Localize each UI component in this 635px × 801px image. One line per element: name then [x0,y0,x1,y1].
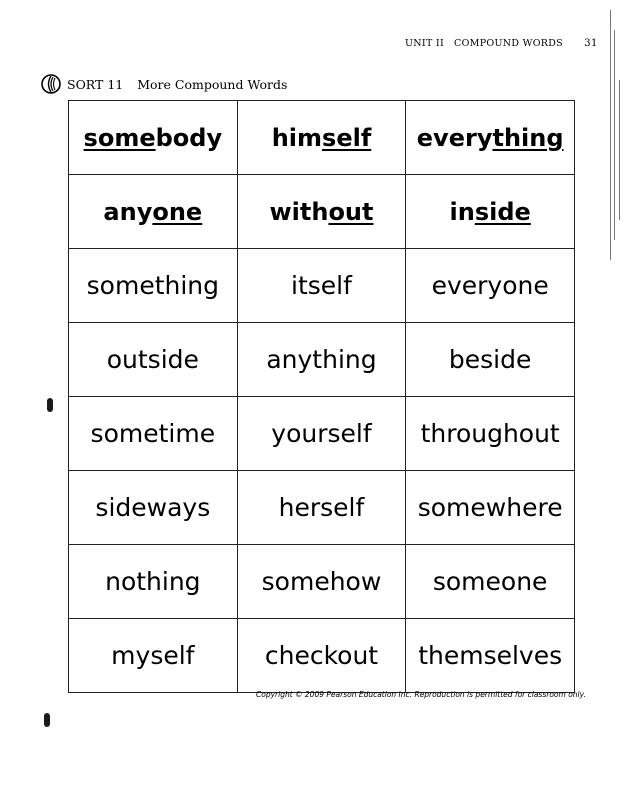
scan-edge-line [614,30,615,240]
table-row [69,545,575,619]
page-number: 31 [584,38,598,49]
scan-hole-mark [47,398,53,412]
word-card: itself [237,249,406,323]
section-label: COMPOUND WORDS [454,38,563,49]
word-card: beside [406,323,575,397]
word-card: sideways [69,471,238,545]
word-card: something [69,249,238,323]
scan-edge-line [619,80,620,220]
copyright-notice: Copyright © 2009 Pearson Education Inc. Reproduction is permitted for classroom only. [256,690,586,699]
word-card: themselves [406,619,575,693]
word-card: without [237,175,406,249]
table-row [69,249,575,323]
word-card: himself [237,101,406,175]
sort-heading: More Compound Words [137,76,288,92]
table-row [69,323,575,397]
spiral-icon [40,73,62,95]
table-row [69,175,575,249]
word-card: anything [237,323,406,397]
word-card: someone [406,545,575,619]
word-card: anyone [69,175,238,249]
word-card: myself [69,619,238,693]
scan-edge-line [610,10,611,260]
page-header [405,38,598,49]
table-row [69,397,575,471]
word-card: nothing [69,545,238,619]
word-card: somehow [237,545,406,619]
unit-label: UNIT II [405,38,445,49]
word-card: herself [237,471,406,545]
word-card: inside [406,175,575,249]
word-card: yourself [237,397,406,471]
word-card: outside [69,323,238,397]
table-row [69,619,575,693]
word-card: everything [406,101,575,175]
word-card: sometime [69,397,238,471]
word-card: everyone [406,249,575,323]
word-card: checkout [237,619,406,693]
word-sort-grid [68,100,575,693]
table-row [69,471,575,545]
word-card: somewhere [406,471,575,545]
scan-hole-mark [44,713,50,727]
table-row [69,101,575,175]
sort-label: SORT 11 [67,76,124,92]
word-card: somebody [69,101,238,175]
sort-title [40,73,287,95]
word-card: throughout [406,397,575,471]
